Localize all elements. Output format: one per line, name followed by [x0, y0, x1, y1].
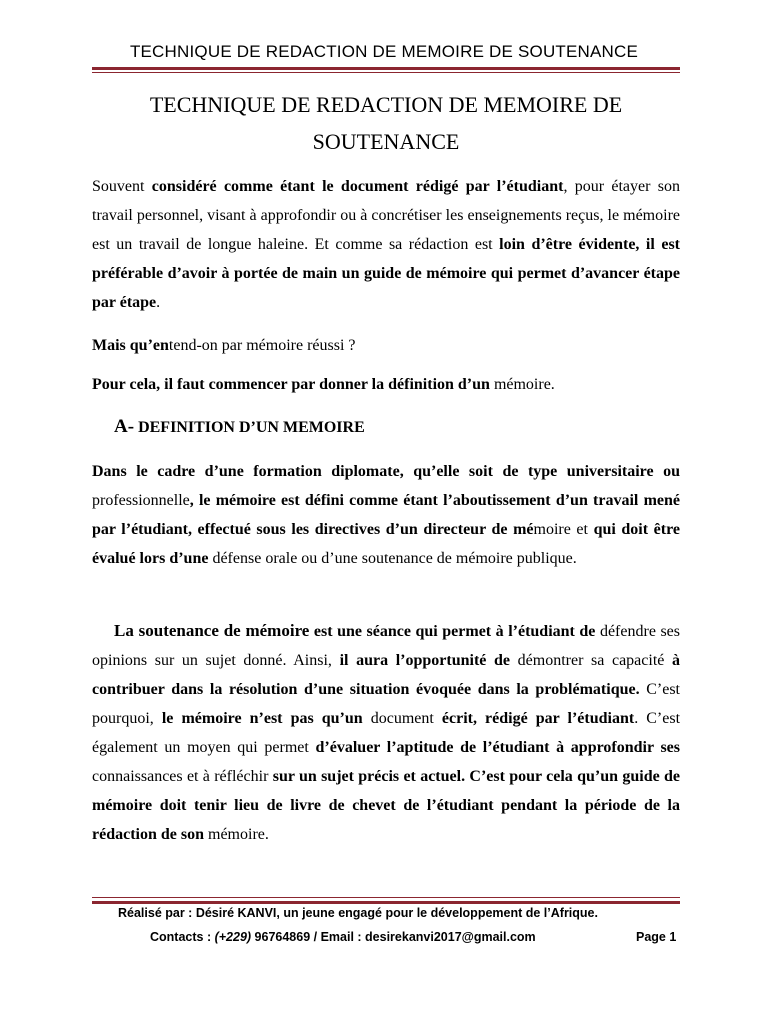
section-title: DEFINITION D’UN MEMOIRE [138, 419, 365, 436]
header-rule [92, 67, 680, 70]
text-run: défendre ses opinions sur un sujet donné. Ainsi, [92, 623, 681, 669]
bold-run: qui doit être évalué lors d’une [92, 521, 680, 567]
title-line-2: SOUTENANCE [312, 129, 460, 154]
text-run: défense orale ou d’une soutenance de mémoire publique. [208, 550, 577, 567]
document-title [92, 86, 680, 160]
footer-rule-thin [92, 897, 680, 898]
section-heading [114, 416, 365, 438]
bold-run: Pour cela, il faut commencer par donner la définition d’un [92, 376, 494, 393]
bold-run: considéré comme étant le document rédigé par l’étudiant [151, 178, 564, 195]
bold-run: le mémoire n’est pas qu’un [161, 710, 363, 727]
text-run: moire et [533, 521, 594, 538]
bold-run: d’évaluer l’aptitude de l’étudiant à approfondir ses [315, 739, 681, 756]
text-run: document [362, 710, 442, 727]
bold-run: sur un sujet précis et actuel. C’est pour cela qu’un guide de mémoire doit tenir lieu de livre de chevet de l’étudiant pendant la période de la rédaction de son [92, 768, 681, 843]
text-run: connaissances et à réfléchir [92, 768, 273, 785]
intro-paragraph [92, 172, 680, 317]
phone-code: (+229) [214, 930, 252, 944]
bold-run: loin d’être évidente, il est préférable d’avoir à portée de main un guide de mémoire qui permet d’avancer étape par étape [92, 236, 681, 311]
footer-contacts [150, 930, 536, 944]
bold-run: à contribuer dans la résolution d’une situation évoquée dans la problématique. [92, 652, 681, 698]
question-paragraph [92, 331, 680, 360]
title-line-1: TECHNIQUE DE REDACTION DE MEMOIRE DE [149, 92, 623, 117]
text-run: . [156, 294, 161, 311]
footer-rule [92, 901, 680, 904]
section-paragraph-2 [92, 616, 680, 849]
section-letter: A- [114, 416, 135, 437]
running-header: TECHNIQUE DE REDACTION DE MEMOIRE DE SOUTENANCE [129, 42, 639, 61]
bold-run: écrit, rédigé par l’étudiant [441, 710, 635, 727]
footer-credit: Réalisé par : Désiré KANVI, un jeune engagé pour le développement de l’Afrique. [118, 906, 598, 920]
text-run: C’est pourquoi, [92, 681, 680, 727]
text-run: mémoire. [493, 376, 555, 393]
bold-run: , le mémoire est défini comme étant l’aboutissement d’un travail mené par l’étudiant, effectué sous les directives d’un directeur de mé [92, 492, 680, 538]
contacts-label: Contacts : [150, 930, 215, 944]
text-run: tend-on par mémoire réussi ? [168, 337, 356, 354]
text-run: . C’est également un moyen qui permet [92, 710, 681, 756]
text-run: démontrer sa capacité [510, 652, 673, 669]
section-paragraph-1 [92, 457, 680, 573]
bold-run: il aura l’opportunité de [339, 652, 511, 669]
header-rule-thin [92, 72, 680, 73]
bold-run: est une séance qui permet à l’étudiant de [309, 623, 600, 640]
text-run: professionnelle [92, 492, 190, 509]
text-run: , pour étayer son travail personnel, visant à approfondir ou à concrétiser les enseignements reçus, le mémoire est un travail de longue haleine. Et comme sa rédaction est [92, 178, 680, 253]
page-number: Page 1 [636, 930, 677, 944]
text-run: Souvent [92, 178, 152, 195]
bold-run: Mais qu’en [92, 337, 169, 354]
text-run: mémoire. [204, 826, 269, 843]
definition-lead-paragraph [92, 370, 680, 399]
contact-details: 96764869 / Email : desirekanvi2017@gmail.com [251, 930, 536, 944]
bold-run: Dans le cadre d’une formation diplomate, qu’elle soit de type universitaire ou [92, 463, 680, 480]
bold-run: La soutenance de mémoire [114, 621, 310, 640]
